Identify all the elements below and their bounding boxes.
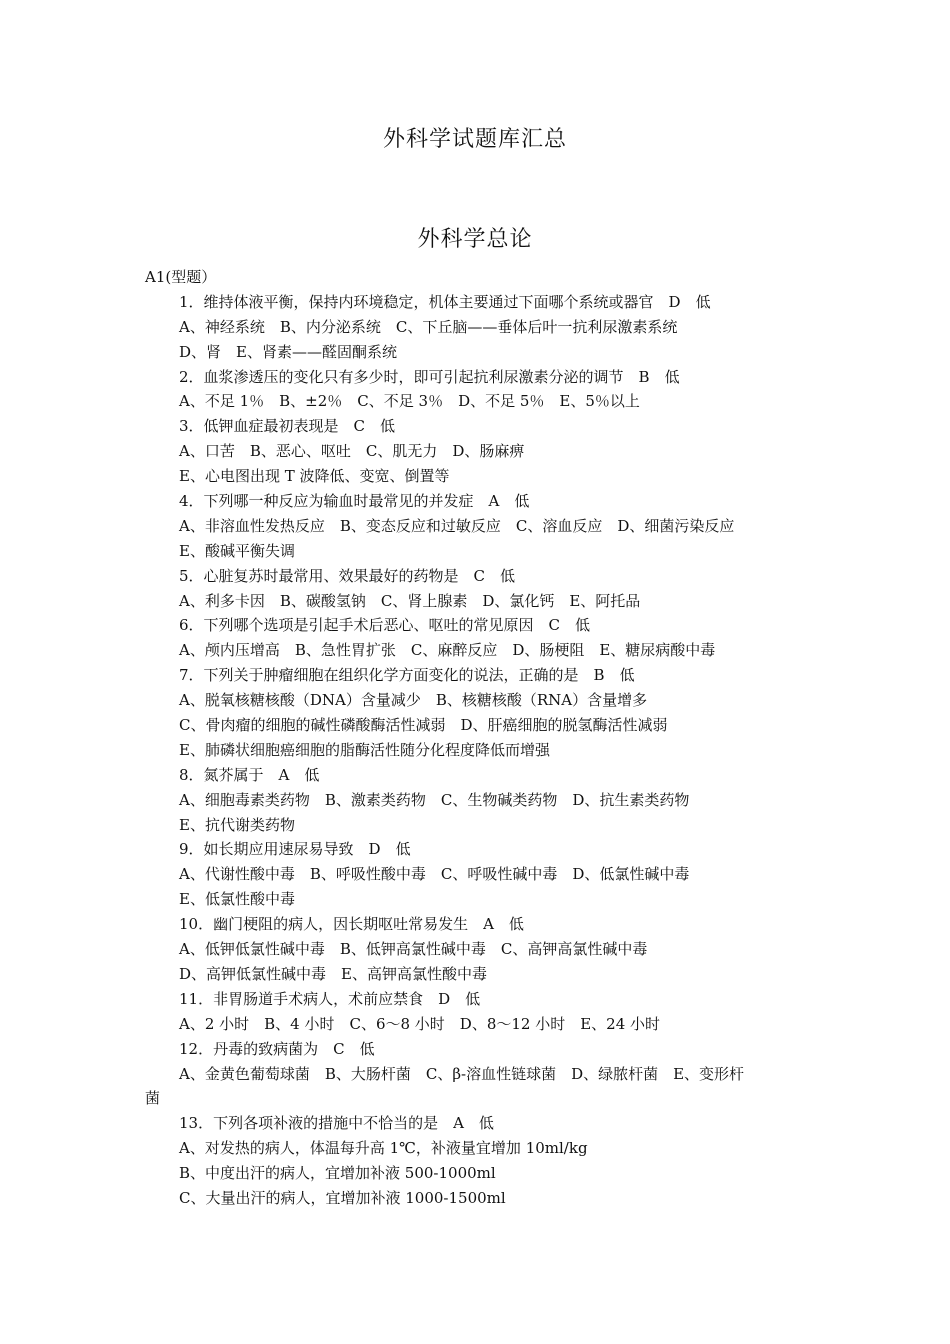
answer-options: A、不足 1％ B、±2％ C、不足 3％ D、不足 5％ E、5％以上 <box>179 392 640 411</box>
answer-options: D、高钾低氯性碱中毒 E、高钾高氯性酸中毒 <box>179 964 487 983</box>
question-type-label: A1(型题） <box>145 268 217 286</box>
answer-options: A、对发热的病人，体温每升高 1℃，补液量宜增加 10ml/kg <box>179 1139 588 1158</box>
question-text: 11．非胃肠道手术病人，术前应禁食 D 低 <box>179 989 481 1008</box>
answer-options: E、心电图出现 T 波降低、变宽、倒置等 <box>179 467 450 486</box>
answer-options: A、利多卡因 B、碳酸氢钠 C、肾上腺素 D、氯化钙 E、阿托品 <box>179 591 641 610</box>
answer-options: C、大量出汗的病人，宜增加补液 1000-1500ml <box>179 1188 506 1207</box>
answer-options: C、骨肉瘤的细胞的碱性磷酸酶活性减弱 D、肝癌细胞的脱氢酶活性减弱 <box>179 716 668 735</box>
answer-options: A、低钾低氯性碱中毒 B、低钾高氯性碱中毒 C、高钾高氯性碱中毒 <box>179 940 648 959</box>
question-text: 5．心脏复苏时最常用、效果最好的药物是 C 低 <box>179 566 516 585</box>
question-text: 4．下列哪一种反应为输血时最常见的并发症 A 低 <box>179 492 530 511</box>
question-list <box>145 265 810 1211</box>
answer-options: A、脱氧核糖核酸（DNA）含量减少 B、核糖核酸（RNA）含量增多 <box>179 691 648 710</box>
document-title: 外科学试题库汇总 <box>382 127 567 152</box>
answer-options: A、金黄色葡萄球菌 B、大肠杆菌 C、β-溶血性链球菌 D、绿脓杆菌 E、变形杆 <box>179 1064 745 1083</box>
answer-options: E、抗代谢类药物 <box>179 815 295 834</box>
answer-options: A、颅内压增高 B、急性胃扩张 C、麻醉反应 D、肠梗阻 E、糖尿病酸中毒 <box>179 641 716 660</box>
answer-options: E、低氯性酸中毒 <box>179 890 295 909</box>
section-title: 外科学总论 <box>417 227 533 252</box>
answer-options: A、口苦 B、恶心、呕吐 C、肌无力 D、肠麻痹 <box>179 442 525 461</box>
question-text: 10．幽门梗阻的病人，因长期呕吐常易发生 A 低 <box>179 915 524 934</box>
answer-options-continued: 菌 <box>145 1089 161 1108</box>
answer-options: A、细胞毒素类药物 B、激素类药物 C、生物碱类药物 D、抗生素类药物 <box>179 790 690 809</box>
answer-options: E、肺磷状细胞癌细胞的脂酶活性随分化程度降低而增强 <box>179 740 550 759</box>
answer-options: D、肾 E、肾素——醛固酮系统 <box>179 342 397 361</box>
answer-options: A、神经系统 B、内分泌系统 C、下丘脑——垂体后叶一抗利尿激素系统 <box>179 317 678 336</box>
question-text: 1．维持体液平衡，保持内环境稳定，机体主要通过下面哪个系统或器官 D 低 <box>179 292 711 311</box>
question-text: 12．丹毒的致病菌为 C 低 <box>179 1039 375 1058</box>
answer-options: A、代谢性酸中毒 B、呼吸性酸中毒 C、呼吸性碱中毒 D、低氯性碱中毒 <box>179 865 690 884</box>
answer-options: B、中度出汗的病人，宜增加补液 500-1000ml <box>179 1164 496 1183</box>
question-lines <box>145 290 810 1211</box>
answer-options: A、非溶血性发热反应 B、变态反应和过敏反应 C、溶血反应 D、细菌污染反应 <box>179 516 735 535</box>
question-text: 7．下列关于肿瘤细胞在组织化学方面变化的说法，正确的是 B 低 <box>179 666 635 685</box>
question-text: 6．下列哪个选项是引起手术后恶心、呕吐的常见原因 C 低 <box>179 616 591 635</box>
question-text: 8．氮芥属于 A 低 <box>179 765 320 784</box>
question-text: 9．如长期应用速尿易导致 D 低 <box>179 840 411 859</box>
answer-options: E、酸碱平衡失调 <box>179 541 295 560</box>
answer-options: A、2 小时 B、4 小时 C、6～8 小时 D、8～12 小时 E、24 小时 <box>179 1014 661 1033</box>
question-text: 3．低钾血症最初表现是 C 低 <box>179 417 396 436</box>
question-text: 13．下列各项补液的措施中不恰当的是 A 低 <box>179 1114 494 1133</box>
question-text: 2．血浆渗透压的变化只有多少时，即可引起抗利尿激素分泌的调节 B 低 <box>179 367 680 386</box>
